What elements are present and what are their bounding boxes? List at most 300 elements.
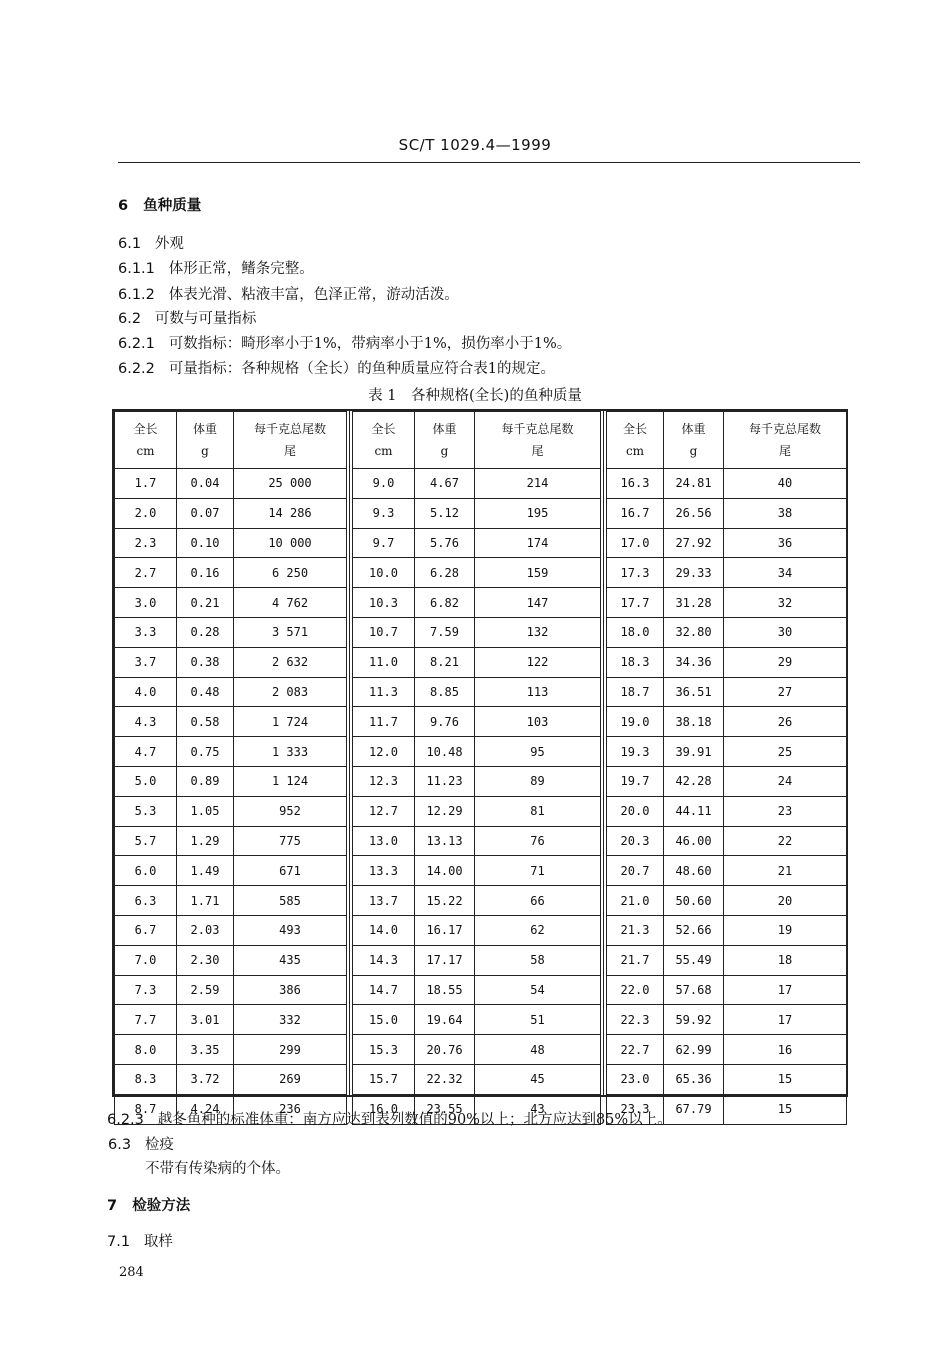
table-row xyxy=(353,558,601,588)
cell-count: 25 000 xyxy=(234,469,347,499)
table-row xyxy=(353,796,601,826)
cell-length: 14.3 xyxy=(353,945,415,975)
cell-count: 103 xyxy=(475,707,601,737)
table-row xyxy=(353,617,601,647)
header-weight: 体重 g xyxy=(177,412,234,469)
table-row xyxy=(607,826,847,856)
table-row xyxy=(607,469,847,499)
table-row xyxy=(607,766,847,796)
cell-count: 58 xyxy=(475,945,601,975)
cell-weight: 22.32 xyxy=(415,1064,475,1094)
cell-weight: 55.49 xyxy=(664,945,724,975)
cell-weight: 0.75 xyxy=(177,737,234,767)
cell-count: 38 xyxy=(724,498,847,528)
table-row xyxy=(353,826,601,856)
cell-weight: 1.05 xyxy=(177,796,234,826)
cell-weight: 38.18 xyxy=(664,707,724,737)
cell-count: 71 xyxy=(475,856,601,886)
table-row xyxy=(607,707,847,737)
cell-count: 34 xyxy=(724,558,847,588)
table-row xyxy=(115,528,347,558)
table-row xyxy=(353,766,601,796)
cell-count: 22 xyxy=(724,826,847,856)
cell-weight: 1.29 xyxy=(177,826,234,856)
section-number: 6.3 xyxy=(108,1137,132,1153)
table-row xyxy=(607,588,847,618)
cell-length: 2.3 xyxy=(115,528,177,558)
cell-length: 8.3 xyxy=(115,1064,177,1094)
section-number: 6.1.2 xyxy=(118,287,155,303)
table-row xyxy=(115,1035,347,1065)
cell-length: 4.7 xyxy=(115,737,177,767)
table-row xyxy=(607,1035,847,1065)
cell-weight: 39.91 xyxy=(664,737,724,767)
cell-weight: 8.21 xyxy=(415,647,475,677)
section-6-1 xyxy=(118,232,184,253)
cell-count: 40 xyxy=(724,469,847,499)
cell-weight: 0.07 xyxy=(177,498,234,528)
cell-weight: 1.71 xyxy=(177,886,234,916)
table-row xyxy=(115,915,347,945)
cell-count: 26 xyxy=(724,707,847,737)
cell-length: 8.0 xyxy=(115,1035,177,1065)
cell-weight: 3.72 xyxy=(177,1064,234,1094)
cell-weight: 0.10 xyxy=(177,528,234,558)
cell-count: 775 xyxy=(234,826,347,856)
cell-weight: 9.76 xyxy=(415,707,475,737)
cell-length: 16.0 xyxy=(353,1094,415,1124)
cell-weight: 18.55 xyxy=(415,975,475,1005)
cell-length: 9.0 xyxy=(353,469,415,499)
cell-weight: 32.80 xyxy=(664,617,724,647)
cell-weight: 52.66 xyxy=(664,915,724,945)
table-row xyxy=(607,796,847,826)
cell-count: 6 250 xyxy=(234,558,347,588)
table-row xyxy=(115,677,347,707)
cell-weight: 26.56 xyxy=(664,498,724,528)
cell-weight: 0.04 xyxy=(177,469,234,499)
cell-length: 22.7 xyxy=(607,1035,664,1065)
cell-count: 214 xyxy=(475,469,601,499)
cell-length: 16.3 xyxy=(607,469,664,499)
section-number: 6.2.1 xyxy=(118,336,155,352)
page-header-standard-code: SC/T 1029.4—1999 xyxy=(398,136,552,154)
cell-length: 10.0 xyxy=(353,558,415,588)
cell-weight: 65.36 xyxy=(664,1064,724,1094)
cell-weight: 6.28 xyxy=(415,558,475,588)
cell-weight: 20.76 xyxy=(415,1035,475,1065)
section-title: 检验方法 xyxy=(132,1197,191,1214)
cell-count: 19 xyxy=(724,915,847,945)
table-row xyxy=(115,647,347,677)
cell-count: 585 xyxy=(234,886,347,916)
cell-weight: 16.17 xyxy=(415,915,475,945)
cell-count: 122 xyxy=(475,647,601,677)
section-number: 6 xyxy=(118,198,129,214)
section-text: 检疫 xyxy=(144,1137,174,1153)
cell-length: 6.7 xyxy=(115,915,177,945)
header-length: 全长 cm xyxy=(353,412,415,469)
cell-count: 43 xyxy=(475,1094,601,1124)
table-row xyxy=(353,886,601,916)
table-row xyxy=(115,737,347,767)
cell-length: 7.0 xyxy=(115,945,177,975)
table-row xyxy=(353,498,601,528)
cell-weight: 4.24 xyxy=(177,1094,234,1124)
fingerling-quality-table xyxy=(112,409,848,1117)
cell-weight: 3.35 xyxy=(177,1035,234,1065)
table-row xyxy=(353,528,601,558)
group-divider xyxy=(603,411,604,1095)
cell-length: 5.0 xyxy=(115,766,177,796)
cell-weight: 0.16 xyxy=(177,558,234,588)
cell-weight: 62.99 xyxy=(664,1035,724,1065)
section-6-2-1 xyxy=(118,332,571,353)
table-row xyxy=(353,1064,601,1094)
cell-count: 2 083 xyxy=(234,677,347,707)
cell-weight: 1.49 xyxy=(177,856,234,886)
cell-weight: 0.28 xyxy=(177,617,234,647)
cell-length: 23.3 xyxy=(607,1094,664,1124)
cell-length: 4.3 xyxy=(115,707,177,737)
table-row xyxy=(607,558,847,588)
cell-length: 3.0 xyxy=(115,588,177,618)
cell-length: 8.7 xyxy=(115,1094,177,1124)
cell-weight: 13.13 xyxy=(415,826,475,856)
cell-length: 7.7 xyxy=(115,1005,177,1035)
table-row xyxy=(607,1064,847,1094)
cell-count: 1 124 xyxy=(234,766,347,796)
cell-weight: 0.21 xyxy=(177,588,234,618)
cell-length: 14.0 xyxy=(353,915,415,945)
section-text: 可数与可量指标 xyxy=(154,311,257,327)
cell-length: 13.3 xyxy=(353,856,415,886)
cell-weight: 23.55 xyxy=(415,1094,475,1124)
table-row xyxy=(607,975,847,1005)
cell-weight: 27.92 xyxy=(664,528,724,558)
cell-length: 21.7 xyxy=(607,945,664,975)
cell-weight: 4.67 xyxy=(415,469,475,499)
cell-count: 95 xyxy=(475,737,601,767)
cell-count: 14 286 xyxy=(234,498,347,528)
cell-length: 11.7 xyxy=(353,707,415,737)
cell-count: 18 xyxy=(724,945,847,975)
cell-length: 10.3 xyxy=(353,588,415,618)
cell-length: 20.7 xyxy=(607,856,664,886)
cell-length: 19.3 xyxy=(607,737,664,767)
cell-weight: 36.51 xyxy=(664,677,724,707)
cell-count: 10 000 xyxy=(234,528,347,558)
table-row xyxy=(607,886,847,916)
section-text: 体形正常，鳍条完整。 xyxy=(168,261,314,277)
cell-weight: 2.30 xyxy=(177,945,234,975)
header-length: 全长 cm xyxy=(607,412,664,469)
cell-count: 493 xyxy=(234,915,347,945)
header-rule xyxy=(118,162,860,163)
cell-weight: 19.64 xyxy=(415,1005,475,1035)
section-7-heading xyxy=(107,1194,190,1215)
section-number: 7 xyxy=(107,1198,118,1214)
cell-length: 12.3 xyxy=(353,766,415,796)
cell-weight: 50.60 xyxy=(664,886,724,916)
cell-count: 54 xyxy=(475,975,601,1005)
cell-count: 269 xyxy=(234,1064,347,1094)
section-text: 越冬鱼种的标准体重：南方应达到表列数值的90%以上；北方应达到85%以上。 xyxy=(157,1112,672,1128)
table-row xyxy=(607,856,847,886)
section-6-2-2 xyxy=(118,357,555,378)
cell-count: 36 xyxy=(724,528,847,558)
cell-count: 952 xyxy=(234,796,347,826)
cell-length: 21.3 xyxy=(607,915,664,945)
cell-count: 45 xyxy=(475,1064,601,1094)
cell-count: 132 xyxy=(475,617,601,647)
section-6-heading xyxy=(118,194,201,215)
cell-weight: 17.17 xyxy=(415,945,475,975)
cell-length: 11.3 xyxy=(353,677,415,707)
table-row xyxy=(353,707,601,737)
table-row xyxy=(353,1005,601,1035)
section-6-3-body: 不带有传染病的个体。 xyxy=(145,1161,290,1177)
cell-weight: 14.00 xyxy=(415,856,475,886)
cell-count: 386 xyxy=(234,975,347,1005)
cell-length: 12.0 xyxy=(353,737,415,767)
section-text: 可量指标：各种规格（全长）的鱼种质量应符合表1的规定。 xyxy=(168,361,555,377)
table-row xyxy=(607,617,847,647)
table-row xyxy=(353,647,601,677)
cell-count: 236 xyxy=(234,1094,347,1124)
table-row xyxy=(353,856,601,886)
table-row xyxy=(607,737,847,767)
header-count: 每千克总尾数 尾 xyxy=(475,412,601,469)
table-row xyxy=(353,588,601,618)
header-weight: 体重 g xyxy=(415,412,475,469)
cell-weight: 3.01 xyxy=(177,1005,234,1035)
cell-length: 15.3 xyxy=(353,1035,415,1065)
cell-count: 332 xyxy=(234,1005,347,1035)
cell-length: 19.7 xyxy=(607,766,664,796)
cell-count: 48 xyxy=(475,1035,601,1065)
table-row xyxy=(115,707,347,737)
cell-length: 17.0 xyxy=(607,528,664,558)
cell-length: 3.7 xyxy=(115,647,177,677)
cell-count: 81 xyxy=(475,796,601,826)
table-row xyxy=(115,498,347,528)
table-row xyxy=(115,886,347,916)
cell-weight: 59.92 xyxy=(664,1005,724,1035)
cell-length: 1.7 xyxy=(115,469,177,499)
page-number: 284 xyxy=(119,1265,144,1280)
cell-length: 20.0 xyxy=(607,796,664,826)
cell-count: 174 xyxy=(475,528,601,558)
cell-count: 23 xyxy=(724,796,847,826)
section-text: 体表光滑、粘液丰富，色泽正常，游动活泼。 xyxy=(168,287,459,303)
cell-length: 22.0 xyxy=(607,975,664,1005)
cell-weight: 24.81 xyxy=(664,469,724,499)
cell-weight: 2.03 xyxy=(177,915,234,945)
cell-length: 20.3 xyxy=(607,826,664,856)
cell-weight: 0.89 xyxy=(177,766,234,796)
cell-count: 25 xyxy=(724,737,847,767)
section-title: 鱼种质量 xyxy=(143,197,202,214)
cell-length: 6.0 xyxy=(115,856,177,886)
cell-length: 17.3 xyxy=(607,558,664,588)
cell-weight: 31.28 xyxy=(664,588,724,618)
section-number: 6.2 xyxy=(118,311,142,327)
section-number: 6.1.1 xyxy=(118,261,155,277)
cell-length: 2.7 xyxy=(115,558,177,588)
table-row xyxy=(607,647,847,677)
cell-weight: 11.23 xyxy=(415,766,475,796)
section-6-1-2 xyxy=(118,283,459,304)
cell-count: 51 xyxy=(475,1005,601,1035)
cell-length: 9.7 xyxy=(353,528,415,558)
section-6-1-1 xyxy=(118,257,314,278)
table-row xyxy=(115,1064,347,1094)
cell-count: 76 xyxy=(475,826,601,856)
section-number: 6.2.3 xyxy=(107,1112,144,1128)
cell-weight: 7.59 xyxy=(415,617,475,647)
cell-weight: 34.36 xyxy=(664,647,724,677)
cell-weight: 57.68 xyxy=(664,975,724,1005)
table-row xyxy=(115,945,347,975)
cell-count: 27 xyxy=(724,677,847,707)
table-row xyxy=(115,617,347,647)
cell-weight: 6.82 xyxy=(415,588,475,618)
cell-count: 299 xyxy=(234,1035,347,1065)
cell-count: 15 xyxy=(724,1064,847,1094)
table-row xyxy=(115,826,347,856)
cell-count: 24 xyxy=(724,766,847,796)
cell-length: 14.7 xyxy=(353,975,415,1005)
cell-length: 13.0 xyxy=(353,826,415,856)
section-7-1 xyxy=(107,1230,173,1251)
cell-weight: 10.48 xyxy=(415,737,475,767)
cell-length: 2.0 xyxy=(115,498,177,528)
cell-count: 3 571 xyxy=(234,617,347,647)
cell-length: 15.0 xyxy=(353,1005,415,1035)
cell-length: 11.0 xyxy=(353,647,415,677)
section-text: 外观 xyxy=(154,236,184,252)
cell-length: 4.0 xyxy=(115,677,177,707)
cell-count: 29 xyxy=(724,647,847,677)
section-number: 7.1 xyxy=(107,1234,131,1250)
table-row xyxy=(115,766,347,796)
cell-count: 17 xyxy=(724,1005,847,1035)
table-row xyxy=(353,915,601,945)
cell-length: 9.3 xyxy=(353,498,415,528)
cell-count: 4 762 xyxy=(234,588,347,618)
cell-length: 10.7 xyxy=(353,617,415,647)
cell-count: 17 xyxy=(724,975,847,1005)
section-number: 6.1 xyxy=(118,236,142,252)
cell-length: 7.3 xyxy=(115,975,177,1005)
section-6-2-3 xyxy=(107,1108,672,1129)
cell-count: 1 333 xyxy=(234,737,347,767)
table-row xyxy=(353,469,601,499)
table-row xyxy=(115,469,347,499)
table-row xyxy=(353,737,601,767)
cell-length: 23.0 xyxy=(607,1064,664,1094)
header-weight: 体重 g xyxy=(664,412,724,469)
cell-weight: 46.00 xyxy=(664,826,724,856)
cell-count: 20 xyxy=(724,886,847,916)
table-row xyxy=(607,498,847,528)
table-row xyxy=(115,558,347,588)
cell-count: 30 xyxy=(724,617,847,647)
cell-length: 6.3 xyxy=(115,886,177,916)
cell-weight: 42.28 xyxy=(664,766,724,796)
cell-length: 17.7 xyxy=(607,588,664,618)
table-group-3 xyxy=(606,411,847,1125)
cell-weight: 0.58 xyxy=(177,707,234,737)
cell-count: 15 xyxy=(724,1094,847,1124)
cell-weight: 29.33 xyxy=(664,558,724,588)
cell-count: 32 xyxy=(724,588,847,618)
cell-count: 2 632 xyxy=(234,647,347,677)
cell-count: 113 xyxy=(475,677,601,707)
table-row xyxy=(607,1005,847,1035)
header-count: 每千克总尾数 尾 xyxy=(724,412,847,469)
table-row xyxy=(115,975,347,1005)
cell-length: 5.7 xyxy=(115,826,177,856)
cell-length: 18.7 xyxy=(607,677,664,707)
cell-length: 22.3 xyxy=(607,1005,664,1035)
table-row xyxy=(353,1035,601,1065)
header-count: 每千克总尾数 尾 xyxy=(234,412,347,469)
table-row xyxy=(607,945,847,975)
cell-count: 89 xyxy=(475,766,601,796)
cell-length: 13.7 xyxy=(353,886,415,916)
cell-count: 21 xyxy=(724,856,847,886)
cell-length: 3.3 xyxy=(115,617,177,647)
cell-weight: 67.79 xyxy=(664,1094,724,1124)
cell-weight: 5.12 xyxy=(415,498,475,528)
cell-length: 18.0 xyxy=(607,617,664,647)
table-group-2 xyxy=(352,411,601,1125)
cell-length: 15.7 xyxy=(353,1064,415,1094)
cell-length: 12.7 xyxy=(353,796,415,826)
cell-count: 147 xyxy=(475,588,601,618)
cell-count: 195 xyxy=(475,498,601,528)
cell-length: 16.7 xyxy=(607,498,664,528)
group-divider xyxy=(349,411,350,1095)
cell-weight: 2.59 xyxy=(177,975,234,1005)
header-length: 全长 cm xyxy=(115,412,177,469)
cell-weight: 48.60 xyxy=(664,856,724,886)
cell-count: 62 xyxy=(475,915,601,945)
cell-count: 671 xyxy=(234,856,347,886)
cell-weight: 15.22 xyxy=(415,886,475,916)
table-caption: 表 1 各种规格(全长)的鱼种质量 xyxy=(368,388,582,404)
cell-length: 18.3 xyxy=(607,647,664,677)
cell-weight: 5.76 xyxy=(415,528,475,558)
cell-count: 1 724 xyxy=(234,707,347,737)
table-row xyxy=(607,677,847,707)
table-row xyxy=(353,945,601,975)
table-group-1 xyxy=(114,411,347,1125)
section-text: 可数指标：畸形率小于1%，带病率小于1%，损伤率小于1%。 xyxy=(168,336,572,352)
cell-count: 159 xyxy=(475,558,601,588)
cell-weight: 12.29 xyxy=(415,796,475,826)
cell-weight: 0.38 xyxy=(177,647,234,677)
table-row xyxy=(353,975,601,1005)
cell-weight: 44.11 xyxy=(664,796,724,826)
cell-count: 435 xyxy=(234,945,347,975)
section-text: 取样 xyxy=(143,1234,173,1250)
cell-length: 19.0 xyxy=(607,707,664,737)
table-row xyxy=(607,915,847,945)
table-row xyxy=(353,677,601,707)
